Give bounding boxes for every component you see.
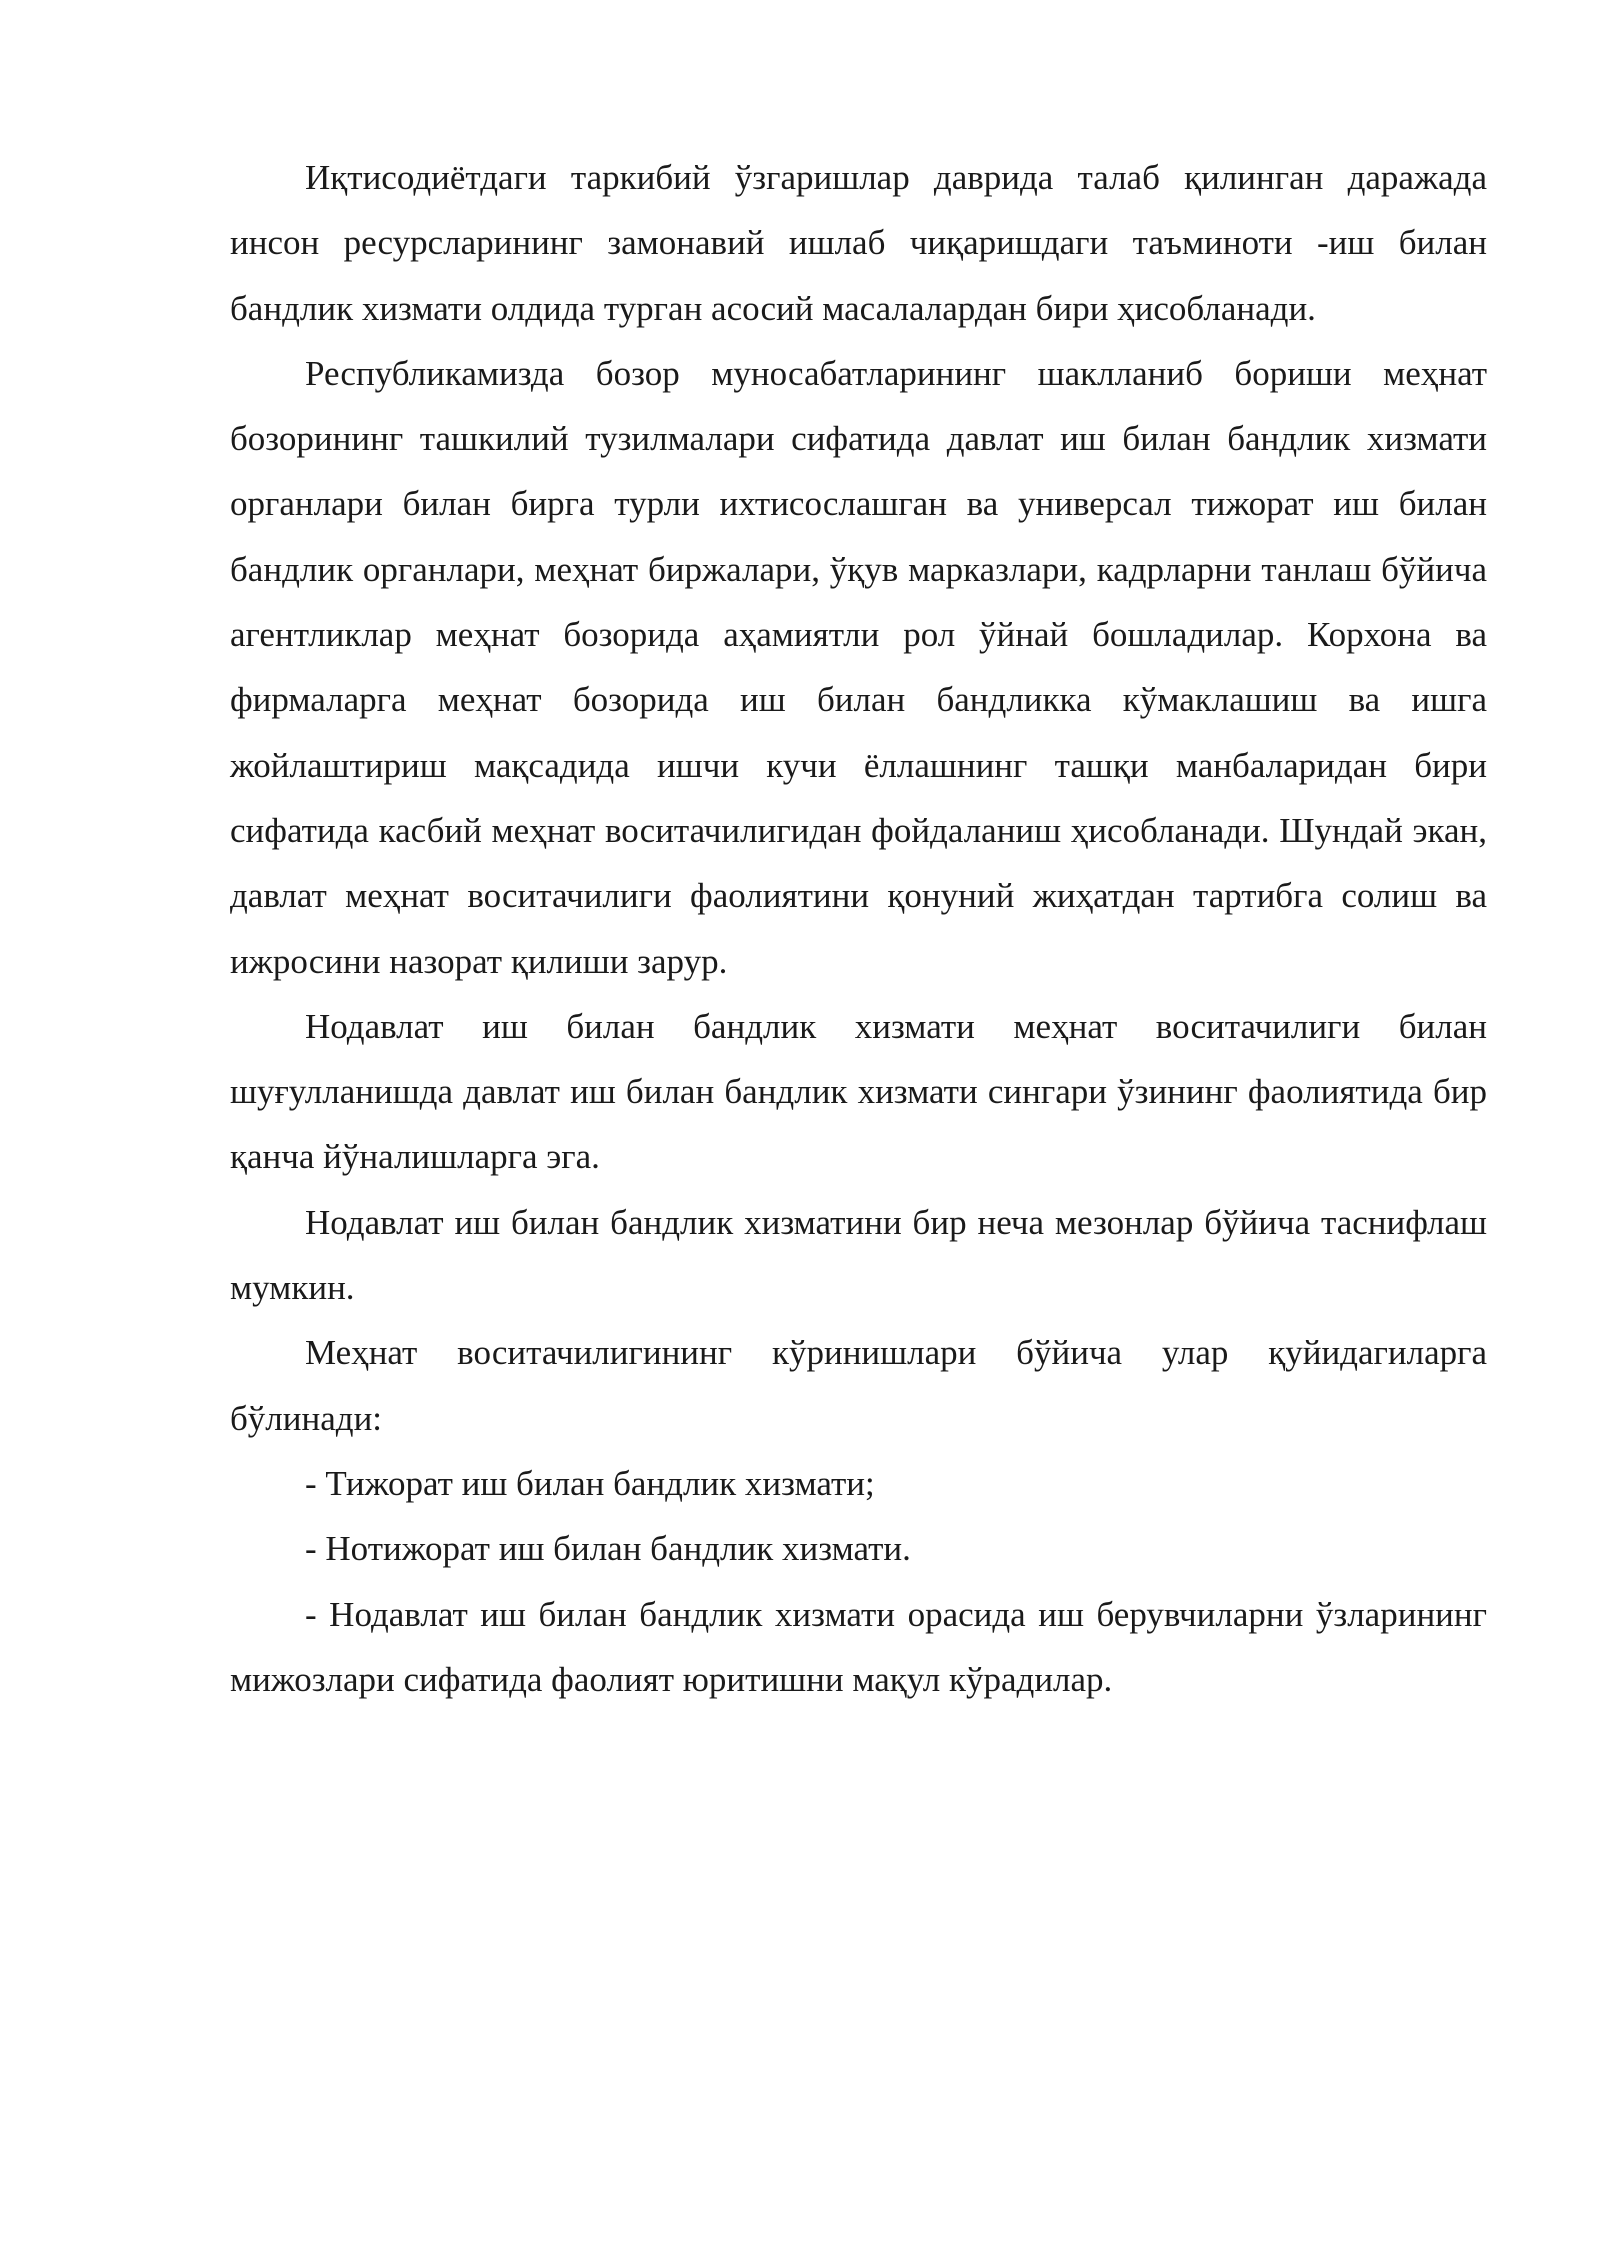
paragraph-labor-market: Республикамизда бозор муносабатларининг шаклланиб бориши меҳнат бозорининг ташкилий тузилмалари сифатида давлат иш билан бандлик хизмати органлари билан бирга турли ихтисослашган ва универсал тижорат иш билан бандлик органлари, меҳнат биржалари, ўқув марказлари, кадрларни танлаш бўйича агентликлар меҳнат бозорида аҳамиятли рол ўйнай бошладилар. Корхона ва фирмаларга меҳнат бозорида иш билан бандликка кўмаклашиш ва ишга жойлаштириш мақсадида ишчи кучи ёллашнинг ташқи манбаларидан бири сифатида касбий меҳнат воситачилигидан фойдаланиш ҳисобланади. Шундай экан, давлат меҳнат воситачилиги фаолиятини қонуний жиҳатдан тартибга солиш ва ижросини назорат қилиши зарур.	[230, 353, 1487, 981]
paragraph-intro: Иқтисодиётдаги таркибий ўзгаришлар даврида талаб қилинган даражада инсон ресурсларининг замонавий ишлаб чиқаришдаги таъминоти -иш билан бандлик хизмати олдида турган асосий масалалардан бири ҳисобланади.	[230, 158, 1487, 328]
paragraph-nongovernment-service: Нодавлат иш билан бандлик хизмати меҳнат воситачилиги билан шуғулланишда давлат иш билан бандлик хизмати сингари ўзининг фаолиятида бир қанча йўналишларга эга.	[230, 1006, 1487, 1177]
list-item-noncommercial: - Нотижорат иш билан бандлик хизмати.	[305, 1529, 911, 1569]
paragraph-types-intro: Меҳнат воситачилигининг кўринишлари бўйича улар қуйидагиларга бўлинади:	[230, 1333, 1487, 1438]
document-body	[230, 145, 1487, 1712]
list-item-employers-clients: - Нодавлат иш билан бандлик хизмати орасида иш берувчиларни ўзларининг мижозлари сифатида фаолият юритишни мақул кўрадилар.	[230, 1594, 1487, 1699]
list-item-commercial: - Тижорат иш билан бандлик хизмати;	[305, 1463, 875, 1503]
paragraph-classification: Нодавлат иш билан бандлик хизматини бир неча мезонлар бўйича таснифлаш мумкин.	[230, 1202, 1487, 1308]
